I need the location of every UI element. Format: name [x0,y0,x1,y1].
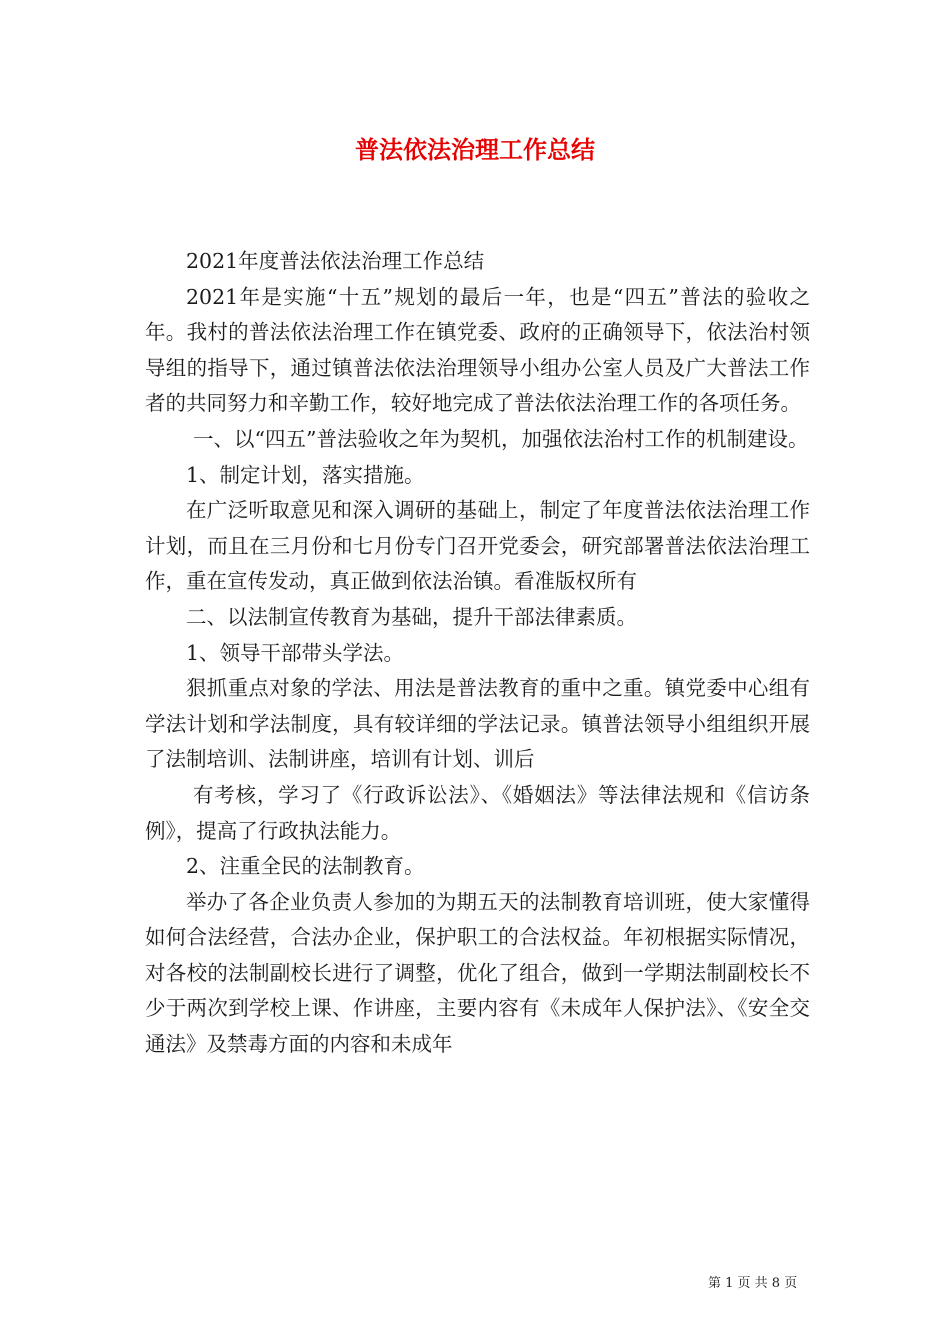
page-number: 第 1 页 共 8 页 [708,1276,798,1291]
document-body [145,244,810,1063]
paragraph-body: 有考核，学习了《行政诉讼法》、《婚姻法》等法律法规和《信访条例》，提高了行政执法能力。 [145,782,810,843]
paragraph-body: 狠抓重点对象的学法、用法是普法教育的重中之重。镇党委中心组有学法计划和学法制度，具有较详细的学法记录。镇普法领导小组组织开展了法制培训、法制讲座，培训有计划、训后 [145,676,810,772]
paragraph-heading: 2021年度普法依法治理工作总结 [186,249,485,273]
paragraph-body: 在广泛听取意见和深入调研的基础上，制定了年度普法依法治理工作计划，而且在三月份和七月份专门召开党委会，研究部署普法依法治理工作，重在宣传发动，真正做到依法治镇。看准版权所有 [145,498,810,594]
paragraph-item: 1、制定计划，落实措施。 [186,462,425,487]
paragraph-section-two: 二、以法制宣传教育为基础，提升干部法律素质。 [186,604,637,629]
paragraph-item: 2、注重全民的法制教育。 [186,854,425,879]
paragraph-body: 举办了各企业负责人参加的为期五天的法制教育培训班，使大家懂得如何合法经营，合法办企业，保护职工的合法权益。年初根据实际情况，对各校的法制副校长进行了调整，优化了组合，做到一学期法制副校长不少于两次到学校上课、作讲座，主要内容有《未成年人保护法》、《安全交通法》及禁毒方面的内容和未成年 [145,889,810,1057]
paragraph-intro: 2021年是实施“十五”规划的最后一年，也是“四五”普法的验收之年。我村的普法依法治理工作在镇党委、政府的正确领导下，依法治村领导组的指导下，通过镇普法依法治理领导小组办公室人员及广大普法工作者的共同努力和辛勤工作，较好地完成了普法依法治理工作的各项任务。 [145,284,810,416]
document-title: 普法依法治理工作总结 [355,135,595,164]
paragraph-section-one: 一、以“四五”普法验收之年为契机，加强依法治村工作的机制建设。 [193,426,809,451]
paragraph-item: 1、领导干部带头学法。 [186,640,405,665]
